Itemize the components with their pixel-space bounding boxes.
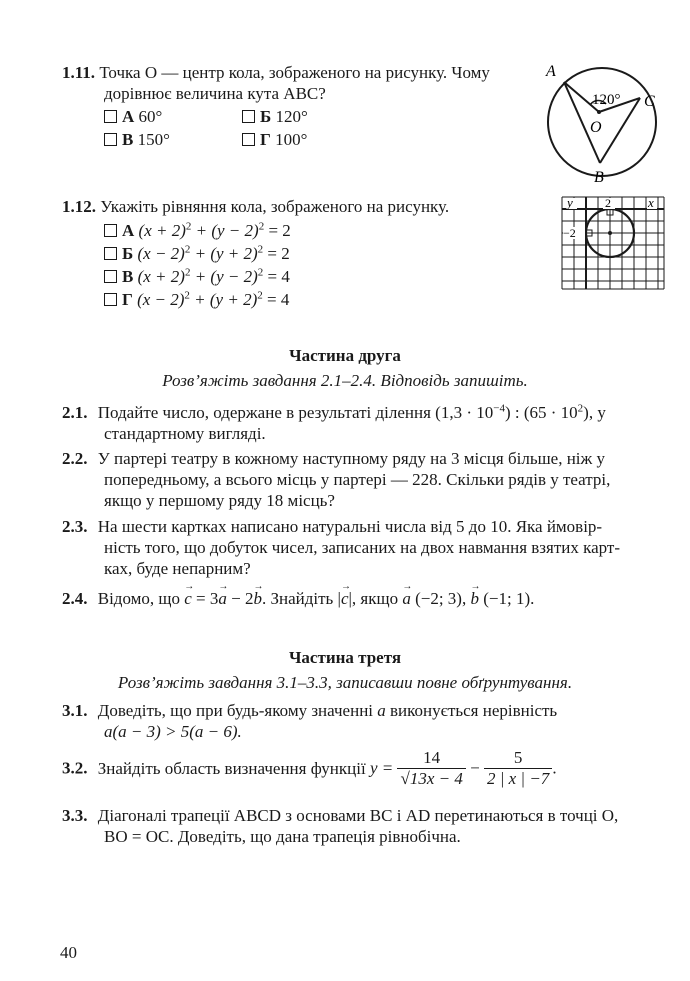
label-a: A bbox=[546, 63, 556, 80]
label-y: y bbox=[567, 195, 573, 210]
q2-3-line3: ках, буде непарним? bbox=[104, 559, 251, 578]
q2-4-line1: 2.4. Відомо, що → c = 3→ a − 2→ b. Знайдіть |→ c|, якщо → a (−2; 3), → b (−1; 1). bbox=[62, 588, 534, 610]
q1-12-option-v[interactable]: В $(x + 2)^2 + (y - 2)^2 = 4$ bbox=[104, 266, 290, 288]
q1-11-option-v[interactable]: В 150° bbox=[104, 129, 170, 151]
tick-label-y: −2 bbox=[563, 226, 576, 240]
q1-12-option-b[interactable]: Б $(x - 2)^2 + (y + 2)^2 = 2$ bbox=[104, 243, 290, 265]
circle-figure bbox=[540, 60, 665, 185]
page-number: 40 bbox=[60, 943, 77, 962]
q2-1-line2: стандартному вигляді. bbox=[104, 424, 266, 443]
circle-center bbox=[608, 231, 612, 235]
fraction-one: $\frac{14}{√13x - 4}$ bbox=[397, 748, 465, 789]
checkbox-icon[interactable] bbox=[104, 293, 117, 306]
q2-2-line2: попередньому, а всього місць у партері — 228. Скільки рядів у театрі, bbox=[104, 470, 611, 489]
part-three-heading: Частина третя bbox=[288, 648, 402, 667]
tick-label-x: 2 bbox=[605, 196, 611, 210]
fraction-two: $\frac{5}{2 | x | -7}$ bbox=[484, 748, 552, 789]
q3-3-line1: 3.3. Діагоналі трапеції ABCD з основами BC і AD перетинаються в точці O, bbox=[62, 806, 619, 825]
q1-11-option-b[interactable]: Б 120° bbox=[242, 106, 308, 128]
q2-3-line1: 2.3. На шести картках написано натуральні числа від 5 до 10. Яка ймовір- bbox=[62, 517, 603, 536]
q3-1-line1: 3.1. Доведіть, що при будь-якому значенні a виконується нерівність bbox=[62, 701, 558, 720]
q1-11-line2: дорівнює величина кута ABC? bbox=[104, 84, 326, 103]
q1-11-line1 bbox=[62, 62, 490, 84]
q3-3-line2: BO = OC. Доведіть, що дана трапеція рівнобічна. bbox=[104, 827, 461, 846]
label-x: x bbox=[648, 195, 654, 210]
label-c: C bbox=[644, 93, 655, 110]
checkbox-icon[interactable] bbox=[242, 133, 255, 146]
q1-11-number: 1.11. bbox=[62, 63, 96, 82]
q3-1-line2: a(a − 3) > 5(a − 6). bbox=[104, 722, 242, 741]
part-two-instruction: Розв’яжіть завдання 2.1–2.4. Відповідь запишіть. bbox=[162, 371, 528, 390]
q1-12-line1 bbox=[62, 196, 449, 218]
center-point bbox=[597, 110, 601, 114]
q1-11-option-g[interactable]: Г 100° bbox=[242, 129, 307, 151]
checkbox-icon[interactable] bbox=[242, 110, 255, 123]
angle-label: 120° bbox=[592, 92, 621, 108]
q2-2-line1: 2.2. У партері театру в кожному наступному ряду на 3 місця більше, ніж у bbox=[62, 449, 606, 468]
grid-figure bbox=[560, 195, 666, 291]
checkbox-icon[interactable] bbox=[104, 110, 117, 123]
q2-1-line1: 2.1. Подайте число, одержане в результаті ділення $(1,3 \cdot 10^{-4})$ : $(65 \cdot 10^2)$, у bbox=[62, 402, 606, 422]
q1-12-option-g[interactable]: Г $(x - 2)^2 + (y + 2)^2 = 4$ bbox=[104, 289, 289, 311]
q1-12-number: 1.12. bbox=[62, 197, 96, 216]
q1-12-text: Укажіть рівняння кола, зображеного на рисунку. bbox=[100, 197, 450, 216]
q1-11-option-a[interactable]: А 60° bbox=[104, 106, 162, 128]
q2-2-line3: якщо у першому ряду 18 місць? bbox=[104, 491, 335, 510]
checkbox-icon[interactable] bbox=[104, 224, 117, 237]
checkbox-icon[interactable] bbox=[104, 133, 117, 146]
checkbox-icon[interactable] bbox=[104, 270, 117, 283]
part-three-instruction: Розв’яжіть завдання 3.1–3.3, записавши повне обґрунтування. bbox=[117, 673, 573, 692]
q3-2-line: 3.2. Знайдіть область визначення функції y = $\frac{14}{√13x - 4}$ − $\frac{5}{2 | x | -7}$ . bbox=[62, 748, 557, 788]
checkbox-icon[interactable] bbox=[104, 247, 117, 260]
label-o: O bbox=[590, 119, 602, 136]
q1-12-option-a[interactable]: А $(x + 2)^2 + (y - 2)^2 = 2$ bbox=[104, 220, 291, 242]
part-two-heading: Частина друга bbox=[289, 346, 401, 365]
label-b: B bbox=[594, 169, 604, 185]
q1-11-text-1: Точка O — центр кола, зображеного на рисунку. Чому bbox=[99, 63, 490, 82]
q2-3-line2: ність того, що добуток чисел, записаних на двох навмання взятих карт- bbox=[104, 538, 621, 557]
